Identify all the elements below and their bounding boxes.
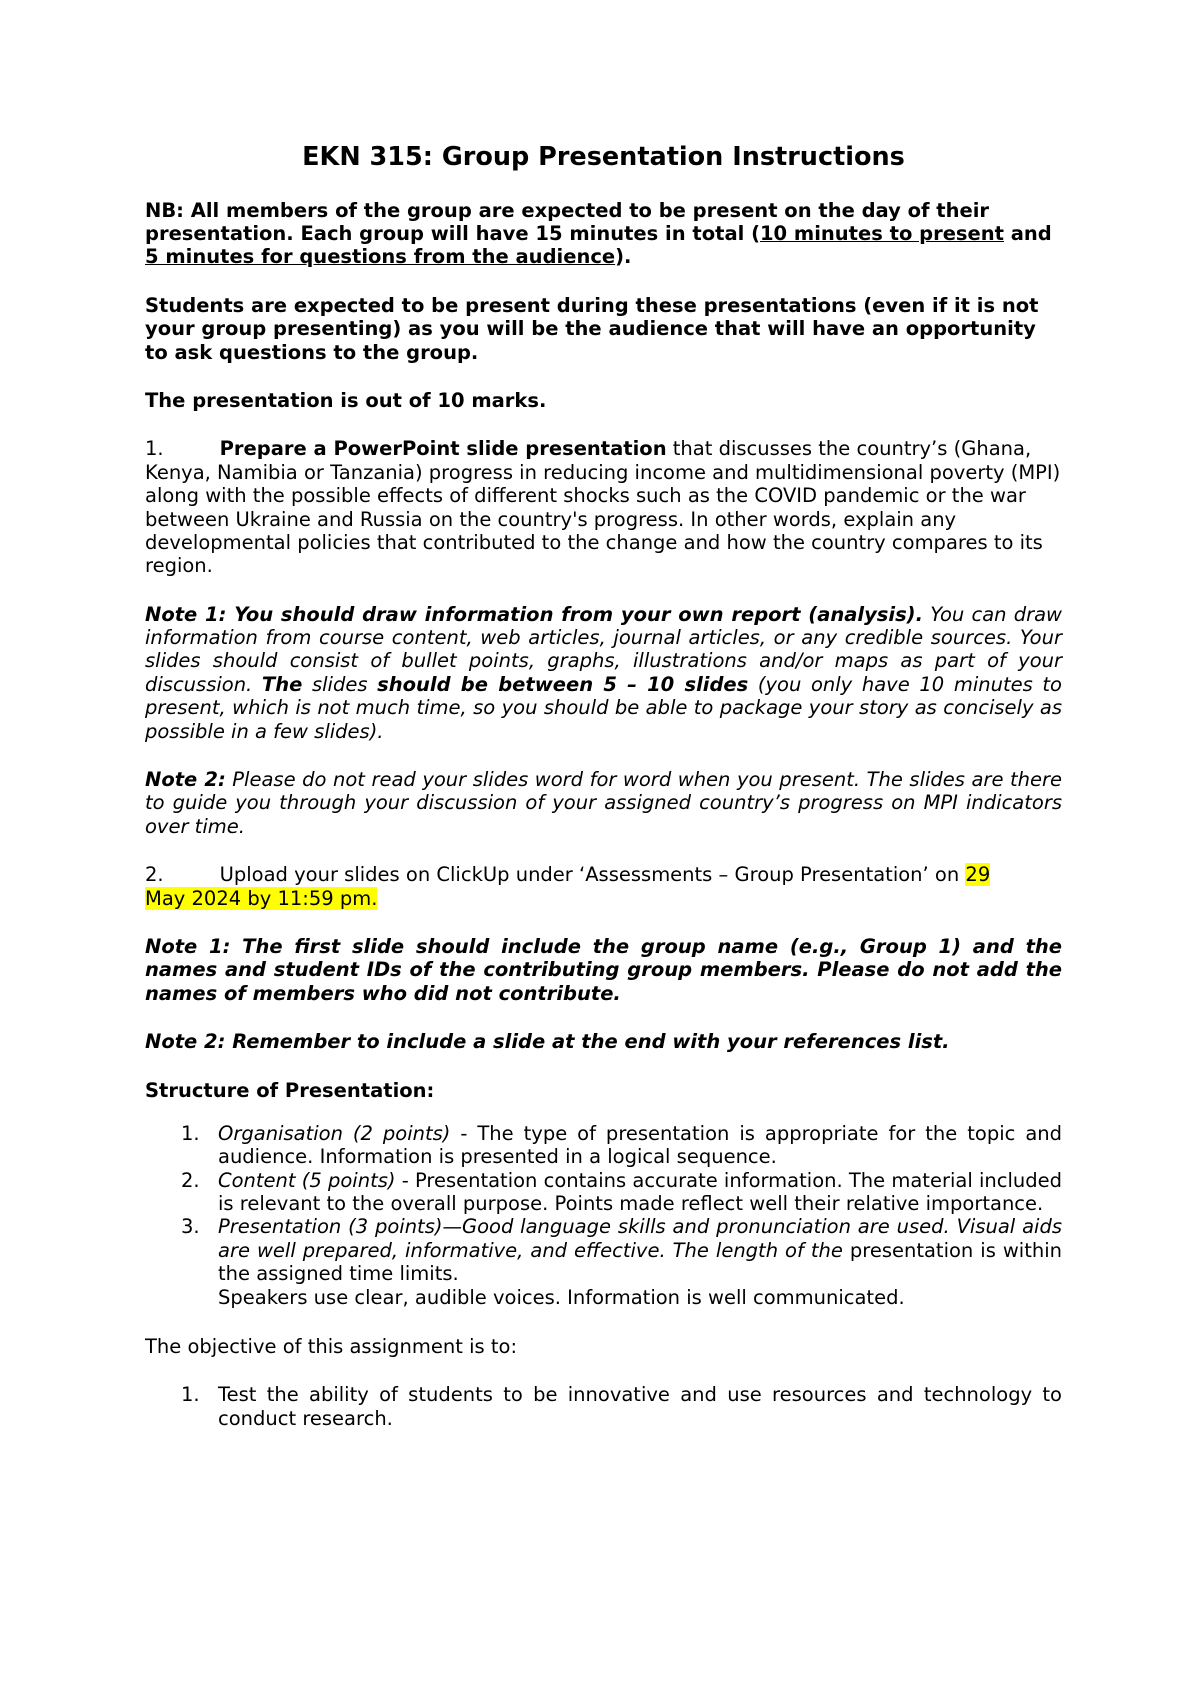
structure-item	[145, 1122, 1062, 1169]
nb-underline-present: 10 minutes to present	[759, 221, 1004, 245]
structure-item-text: - The type of presentation is appropriate for the topic and audience. Information is presented in a logical sequence.	[218, 1121, 1063, 1169]
structure-item-label: Presentation (3 points)—Good language skills and pronunciation are used. Visual aids are well prepared, informative, and effective. The length of the	[218, 1215, 1062, 1262]
structure-item-text: presentation is within the assigned time limits.	[218, 1238, 1063, 1286]
document-title: EKN 315: Group Presentation Instructions	[302, 142, 905, 172]
deadline-highlight-date: May 2024 by 11:59 pm.	[145, 886, 378, 910]
item-2-paragraph	[145, 863, 1062, 910]
note-1-prepare	[145, 603, 1062, 743]
students-paragraph: Students are expected to be present during these presentations (even if it is not your group presenting) as you will be the audience that will have an opportunity to ask questions to the group.	[145, 293, 1039, 364]
item-1-number: 1.	[145, 437, 164, 461]
objectives-list	[145, 1383, 1062, 1430]
structure-item-extra: Speakers use clear, audible voices. Information is well communicated.	[218, 1285, 905, 1309]
structure-item-number: 2.	[181, 1168, 200, 1192]
item-1-bold: Prepare a PowerPoint slide presentation	[219, 437, 667, 461]
structure-heading: Structure of Presentation:	[145, 1078, 435, 1102]
structure-item	[145, 1169, 1062, 1216]
deadline-highlight-day: 29	[965, 863, 991, 887]
item-2-text: Upload your slides on ClickUp under ‘Assessments – Group Presentation’ on	[219, 863, 966, 887]
note-1-text2: slides	[302, 672, 378, 696]
objective-paragraph: The objective of this assignment is to:	[145, 1335, 518, 1359]
note-2-upload: Note 2: Remember to include a slide at the end with your references list.	[145, 1030, 950, 1054]
nb-end: ).	[615, 245, 632, 269]
note-2-prepare	[145, 768, 1062, 838]
note-2-lead: Note 2:	[145, 768, 226, 792]
note-1-text1: You can draw information from course content, web articles, journal articles, or any credible sources. Your slides should consist of bullet points, graphs, illustrations and/or maps as part of your discussion.	[145, 602, 1063, 696]
item-2-number: 2.	[145, 863, 164, 887]
nb-paragraph	[145, 199, 1062, 269]
structure-list	[145, 1122, 1062, 1309]
structure-item-number: 3.	[181, 1215, 200, 1239]
structure-item	[145, 1215, 1062, 1309]
note-2-text: Please do not read your slides word for word when you present. The slides are there to guide you through your discussion of your assigned country’s progress on MPI indicators over time.	[145, 768, 1062, 838]
item-1-paragraph	[145, 437, 1062, 577]
objective-item-text: Test the ability of students to be innovative and use resources and technology to conduct research.	[218, 1383, 1062, 1430]
structure-item-label: Organisation (2 points)	[218, 1121, 451, 1145]
structure-item-text: - Presentation contains accurate information. The material included is relevant to the overall purpose. Points made reflect well their relative importance.	[218, 1168, 1062, 1216]
nb-mid: and	[1003, 221, 1052, 245]
objective-item	[145, 1383, 1062, 1430]
item-1-text: that discusses the country’s (Ghana, Kenya, Namibia or Tanzania) progress in reducing income and multidimensional poverty (MPI) along with the possible effects of different shocks such as the COVID pandemic or the war between Ukraine and Russia on the country's progress. In other words, explain any developmental policies that contributed to the change and how the country compares to its region.	[145, 437, 1061, 578]
nb-lead: NB: All members of the group are expected to be present on the day of their presentation. Each group will have 15 minutes in total (	[145, 198, 990, 245]
marks-paragraph: The presentation is out of 10 marks.	[145, 388, 547, 412]
note-1-text3: (you only have 10 minutes to present, which is not much time, so you should be able to package your story as concisely as possible in a few slides).	[145, 672, 1062, 743]
note-1-bold2: The	[261, 672, 303, 696]
note-1-lead: Note 1: You should draw information from your own report (analysis).	[145, 602, 924, 626]
structure-item-number: 1.	[181, 1121, 200, 1145]
objective-item-number: 1.	[181, 1383, 200, 1407]
note-1-upload: Note 1: The first slide should include the group name (e.g., Group 1) and the names and student IDs of the contributing group members. Please do not add the names of members who did not contribute.	[145, 934, 1062, 1005]
note-1-bold3: should be between 5 – 10 slides	[377, 672, 749, 696]
structure-item-label: Content (5 points)	[218, 1168, 396, 1192]
nb-underline-questions: 5 minutes for questions from the audience	[145, 245, 616, 269]
